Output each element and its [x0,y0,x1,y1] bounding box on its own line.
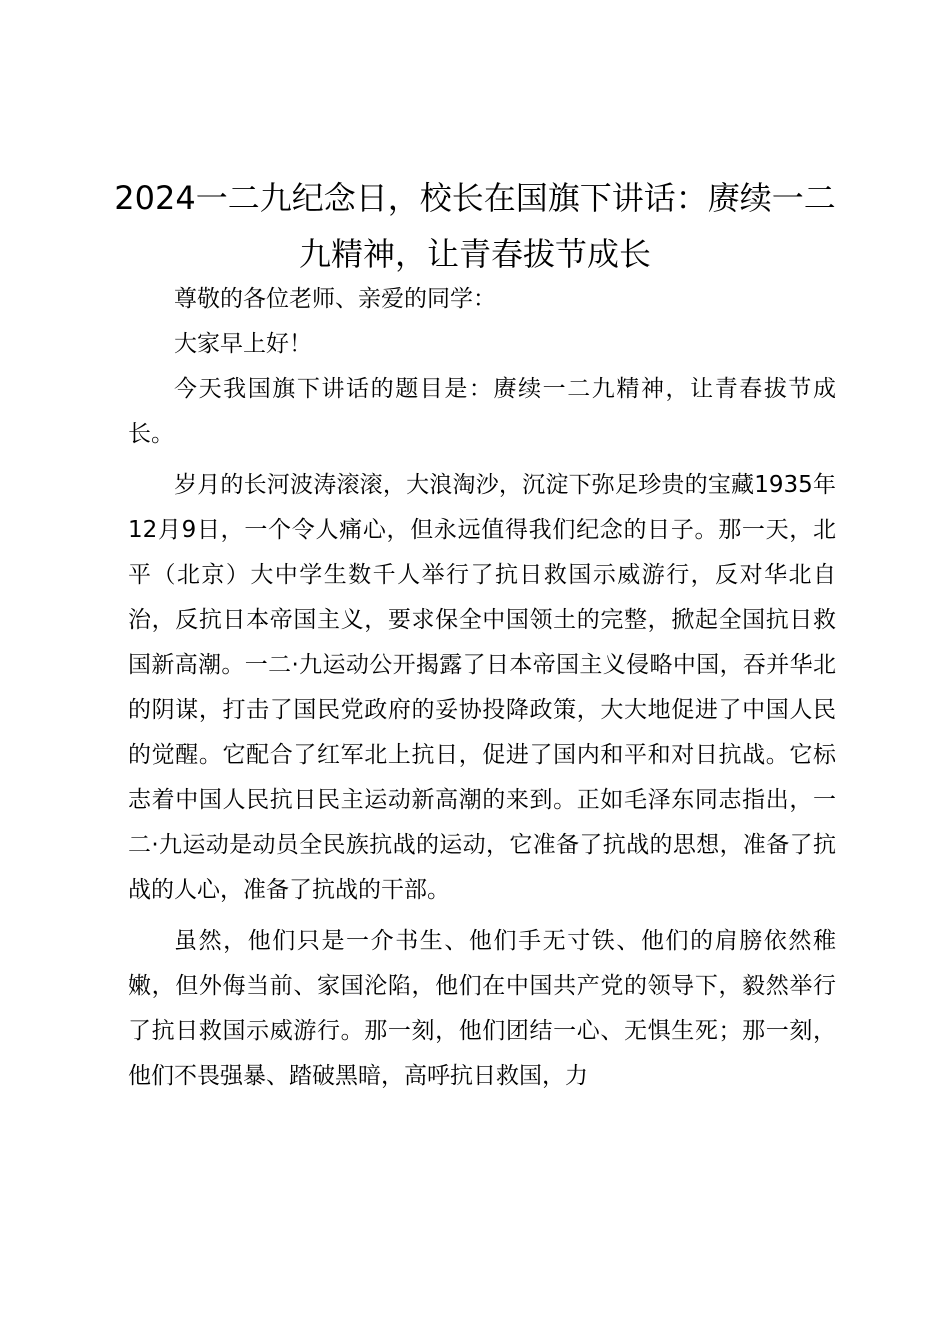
document-body [128,277,836,1099]
history-paragraph: 岁月的长河波涛滚滚，大浪淘沙，沉淀下弥足珍贵的宝藏1935年12月9日，一个令人痛心，但永远值得我们纪念的日子。那一天，北平（北京）大中学生数千人举行了抗日救国示威游行，反对华北自治，反抗日本帝国主义，要求保全中国领土的完整，掀起全国抗日救国新高潮。一二·九运动公开揭露了日本帝国主义侵略中国，吞并华北的阴谋，打击了国民党政府的妥协投降政策，大大地促进了中国人民的觉醒。它配合了红军北上抗日，促进了国内和平和对日抗战。它标志着中国人民抗日民主运动新高潮的来到。正如毛泽东同志指出，一二·九运动是动员全民族抗战的运动，它准备了抗战的思想，准备了抗战的人心，准备了抗战的干部。 [128,472,836,903]
students-paragraph: 虽然，他们只是一介书生、他们手无寸铁、他们的肩膀依然稚嫩，但外侮当前、家国沦陷，他们在中国共产党的领导下，毅然举行了抗日救国示威游行。那一刻，他们团结一心、无惧生死；那一刻，他们不畏强暴、踏破黑暗，高呼抗日救国，力 [128,928,836,1089]
greeting-paragraph: 大家早上好！ [174,331,312,357]
salutation-paragraph: 尊敬的各位老师、亲爱的同学： [174,286,496,312]
topic-paragraph: 今天我国旗下讲话的题目是：赓续一二九精神，让青春拔节成长。 [128,376,836,447]
document-title: 2024一二九纪念日，校长在国旗下讲话：赓续一二九精神，让青春拔节成长 [114,179,836,273]
